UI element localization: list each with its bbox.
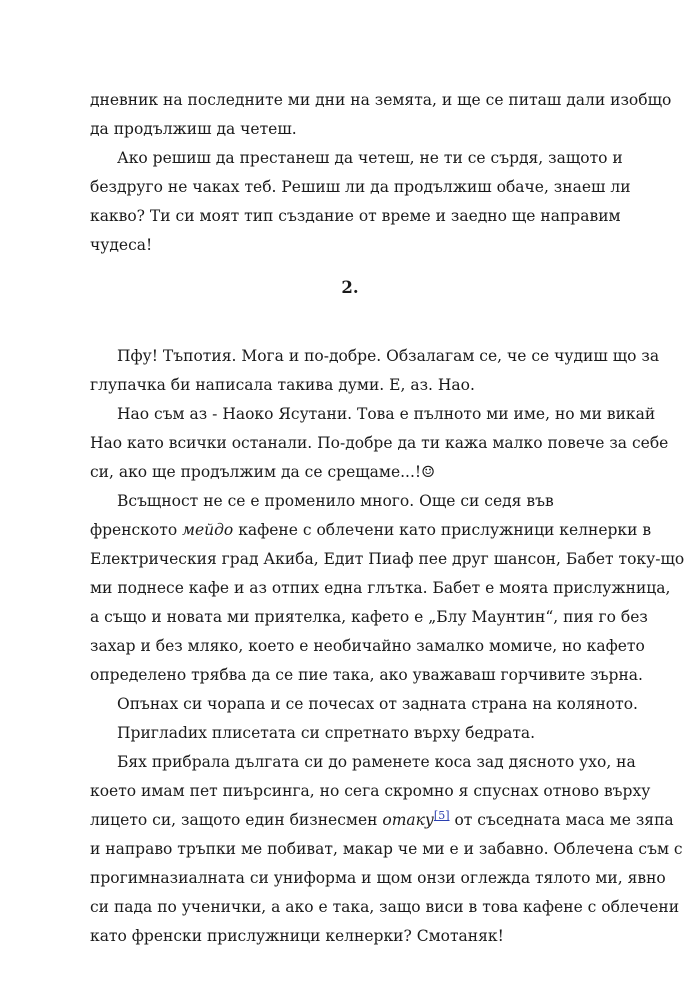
paragraph	[90, 690, 638, 719]
italic-term: отаку	[382, 811, 434, 829]
text-line: чудеса!	[90, 236, 153, 254]
paragraph	[90, 719, 610, 748]
text-fragment: френското	[90, 521, 183, 539]
text-line: бездруго не чаках теб. Решиш ли да продължиш обаче, знаеш ли	[90, 178, 631, 196]
text-line: Опънах си чорапа и се почесах от задната страна на коляното.	[117, 695, 638, 713]
text-line: да продължиш да четеш.	[90, 120, 297, 138]
text-line: прогимназиалната си униформа и щом онзи оглежда тялото ми, явно	[90, 869, 666, 887]
text-line: дневник на последните ми дни на земята, и ще се питаш дали изобщо	[90, 91, 672, 109]
text-line: глупачка би написала такива думи. Е, аз. Нао.	[90, 376, 475, 394]
paragraph	[90, 342, 660, 400]
paragraph	[90, 487, 685, 690]
text-line: Нао съм аз - Наоко Ясутани. Това е пълното ми име, но ми викай	[117, 405, 656, 423]
text-line: като френски прислужници келнерки? Смотаняк!	[90, 927, 504, 945]
text-fragment: от съседната маса ме зяпа	[449, 811, 674, 829]
text-line: какво? Ти си моят тип създание от време и заедно ще направим	[90, 207, 621, 225]
text-line: и направо тръпки ме побиват, макар че ми е и забавно. Облечена съм с	[90, 840, 683, 858]
text-line: си пада по ученички, а ако е така, защо виси в това кафене с облечени	[90, 898, 680, 916]
footnote-link[interactable]: [5]	[433, 809, 450, 822]
footnote-ref	[434, 808, 450, 823]
paragraph	[90, 144, 631, 260]
text-line: което имам пет пиърсинга, но сега скромно я спуснах отново върху	[90, 782, 651, 800]
text-line: а също и новата ми приятелка, кафето е „Блу Маунтин“, пия го без	[90, 608, 648, 626]
text-line: Нао като всички останали. По-добре да ти кажа малко повече за себе	[90, 434, 669, 452]
text-line: Електрическия град Акиба, Едит Пиаф пее друг шансон, Бабет току-що	[90, 550, 685, 568]
text-line: захар и без мляко, което е необичайно замалко момиче, но кафето	[90, 637, 645, 655]
paragraph	[90, 400, 669, 487]
text-line: Пфу! Тъпотия. Мога и по-добре. Обзалагам се, че се чудиш що за	[117, 347, 660, 365]
text-line: Бях прибрала дългата си до раменете коса зад дясното ухо, на	[117, 753, 636, 771]
text-line: определено трябва да се пие така, ако уважаваш горчивите зърна.	[90, 666, 643, 684]
text-line: Ако решиш да престанеш да четеш, не ти се сърдя, защото и	[117, 149, 623, 167]
paragraph-intro	[90, 86, 672, 144]
text-line: ми поднесе кафе и аз отпих една глътка. Бабет е моята прислужница,	[90, 579, 671, 597]
text-fragment: лицето си, защото един бизнесмен	[90, 811, 383, 829]
text-line: Приглadих плисетата си спретнато върху бедрата.	[117, 724, 536, 742]
paragraph	[90, 748, 683, 951]
text-line	[90, 516, 652, 545]
italic-term: мейдо	[182, 521, 234, 539]
text-line	[90, 806, 674, 835]
chapter-heading: 2.	[341, 278, 359, 297]
text-line: Всъщност не се е променило много. Още си седя във	[117, 492, 554, 510]
text-line: си, ако ще продължим да се срещаме...!☺	[90, 463, 436, 481]
text-fragment: кафене с облечени като прислужници келнерки в	[233, 521, 652, 539]
